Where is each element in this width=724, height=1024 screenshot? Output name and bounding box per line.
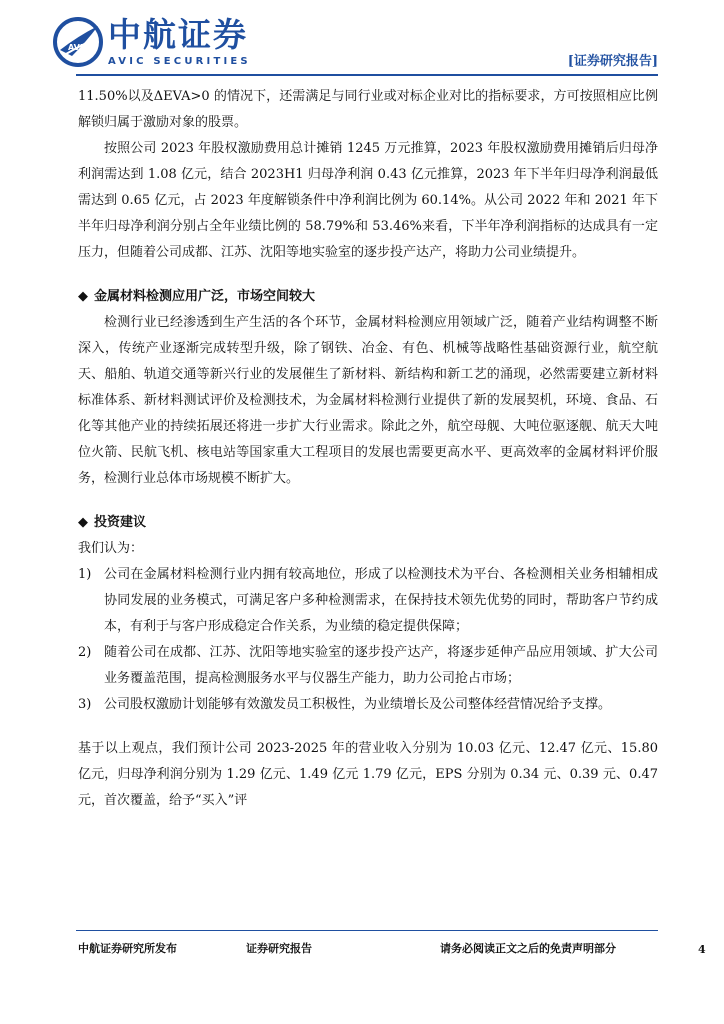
footer-report-type: 证券研究报告 <box>246 942 312 955</box>
report-body <box>78 84 658 814</box>
logo-badge-text: AVIC <box>68 43 89 52</box>
page-header <box>0 0 724 80</box>
paragraph-intro: 我们认为： <box>78 541 144 556</box>
paragraph-market-space: 检测行业已经渗透到生产生活的各个环节，金属材料检测应用领域广泛，随着产业结构调整不断深入，传统产业逐渐完成转型升级，除了钢铁、冶金、有色、机械等战略性基础资源行业，航空航天、船舶、轨道交通等新兴行业的发展催生了新材料、新结构和新工艺的涌现，必然需要建立新材料标准体系、新材料测试评价及检测技术，为金属材料检测行业提供了新的发展契机，环境、食品、石化等其他产业的持续拓展还将进一步扩大行业需求。除此之外，航空母舰、大吨位驱逐舰、航天大吨位火箭、民航飞机、核电站等国家重大工程项目的发展也需要更高水平、更高效率的金属材料评价服务，检测行业总体市场规模不断扩大。 <box>78 315 658 486</box>
logo-english-name: AVIC SECURITIES <box>108 56 251 67</box>
list-text: 随着公司在成都、江苏、沈阳等地实验室的逐步投产达产，将逐步延伸产品应用领域、扩大公司业务覆盖范围，提高检测服务水平与仪器生产能力，助力公司抢占市场； <box>104 645 658 686</box>
list-item <box>78 562 658 640</box>
list-item <box>78 640 658 692</box>
paragraph-profit-analysis: 按照公司 2023 年股权激励费用总计摊销 1245 万元推算，2023 年股权激励费用摊销后归母净利润需达到 1.08 亿元，结合 2023H1 归母净利润 0.43 亿元推算，2023 年下半年归母净利润最低需达到 0.65 亿元，占 2023 年度解锁条件中净利润比例为 60.14%。从公司 2022 年和 2021 年下半年归母净利润分别占全年业绩比例的 58.79%和 53.46%来看，下半年净利润指标的达成具有一定压力，但随着公司成都、江苏、沈阳等地实验室的逐步投产达产，将助力公司业绩提升。 <box>78 141 658 260</box>
paragraph-forecast: 基于以上观点，我们预计公司 2023-2025 年的营业收入分别为 10.03 亿元、12.47 亿元、15.80 亿元，归母净利润分别为 1.29 亿元、1.49 亿元 1.79 亿元，EPS 分别为 0.34 元、0.39 元、0.47 元，首次覆盖，给予“买入”评 <box>78 741 658 808</box>
paragraph-unlock-conditions: 11.50%以及ΔEVA>0 的情况下，还需满足与同行业或对标企业对比的指标要求，方可按照相应比例解锁归属于激励对象的股票。 <box>78 89 658 130</box>
diamond-bullet-icon: ◆ <box>78 289 88 304</box>
footer-disclaimer-note: 请务必阅读正文之后的免责声明部分 <box>440 942 616 955</box>
footer-publisher: 中航证券研究所发布 <box>78 942 177 955</box>
list-number: 1) <box>78 567 92 582</box>
footer-divider <box>76 930 658 931</box>
logo-chinese-name: 中航证券 <box>108 15 248 54</box>
avic-logo-icon <box>52 16 104 68</box>
list-number: 3) <box>78 697 92 712</box>
section-title: 投资建议 <box>94 515 147 530</box>
report-type-tag: [证券研究报告] <box>567 54 658 69</box>
list-item <box>78 692 658 718</box>
page-number: 4 <box>698 943 706 956</box>
list-text: 公司股权激励计划能够有效激发员工积极性，为业绩增长及公司整体经营情况给予支撑。 <box>104 697 612 712</box>
list-number: 2) <box>78 645 92 660</box>
diamond-bullet-icon: ◆ <box>78 515 88 530</box>
list-text: 公司在金属材料检测行业内拥有较高地位，形成了以检测技术为平台、各检测相关业务相辅相成协同发展的业务模式，可满足客户多种检测需求，在保持技术领先优势的同时，帮助客户节约成本，有利于与客户形成稳定合作关系，为业绩的稳定提供保障； <box>104 567 658 634</box>
section-heading-investment-advice <box>78 510 658 536</box>
section-title: 金属材料检测应用广泛，市场空间较大 <box>94 289 316 304</box>
header-divider <box>76 74 658 76</box>
section-heading-metal-testing <box>78 284 658 310</box>
